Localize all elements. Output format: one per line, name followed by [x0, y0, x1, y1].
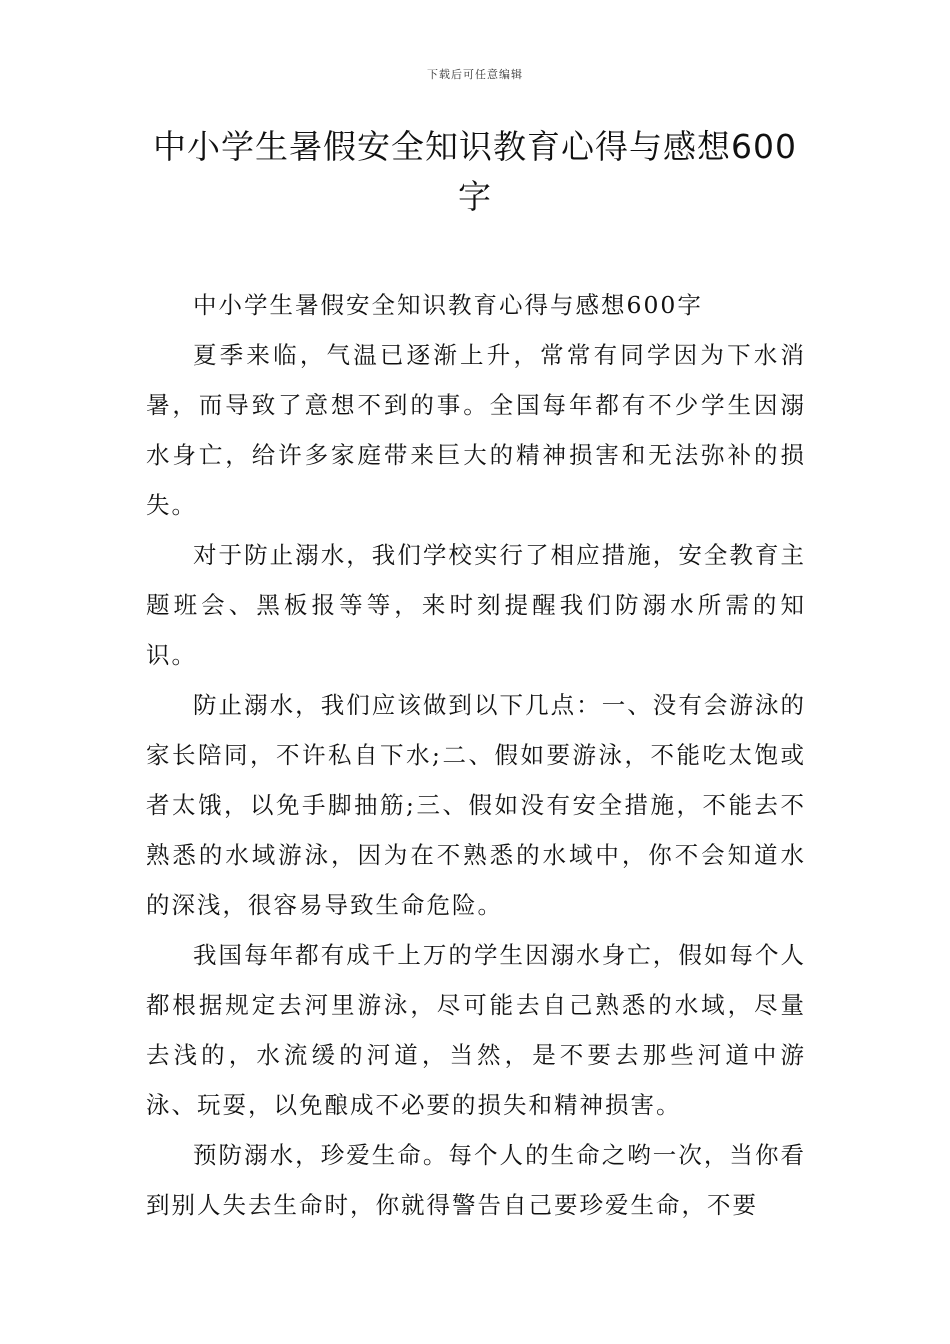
paragraph: 对于防止溺水，我们学校实行了相应措施，安全教育主题班会、黑板报等等，来时刻提醒我们防溺水所需的知识。: [146, 541, 806, 669]
paragraph: 我国每年都有成千上万的学生因溺水身亡，假如每个人都根据规定去河里游泳，尽可能去自己熟悉的水域，尽量去浅的，水流缓的河道，当然，是不要去那些河道中游泳、玩耍，以免酿成不必要的损失和精神损害。: [146, 941, 806, 1119]
header-note: 下载后可任意编辑: [427, 68, 523, 81]
document-title: 中小学生暑假安全知识教育心得与感想600字: [153, 127, 797, 216]
paragraph: 夏季来临，气温已逐渐上升，常常有同学因为下水消暑，而导致了意想不到的事。全国每年都有不少学生因溺水身亡，给许多家庭带来巨大的精神损害和无法弥补的损失。: [146, 341, 806, 519]
paragraph: 防止溺水，我们应该做到以下几点：一、没有会游泳的家长陪同，不许私自下水;二、假如要游泳，不能吃太饱或者太饿，以免手脚抽筋;三、假如没有安全措施，不能去不熟悉的水域游泳，因为在不熟悉的水域中，你不会知道水的深浅，很容易导致生命危险。: [146, 691, 806, 919]
document-body: [146, 280, 806, 1230]
paragraph: 中小学生暑假安全知识教育心得与感想600字: [193, 291, 703, 319]
paragraph: 预防溺水，珍爱生命。每个人的生命之哟一次，当你看到别人失去生命时，你就得警告自己要珍爱生命，不要: [146, 1141, 806, 1219]
